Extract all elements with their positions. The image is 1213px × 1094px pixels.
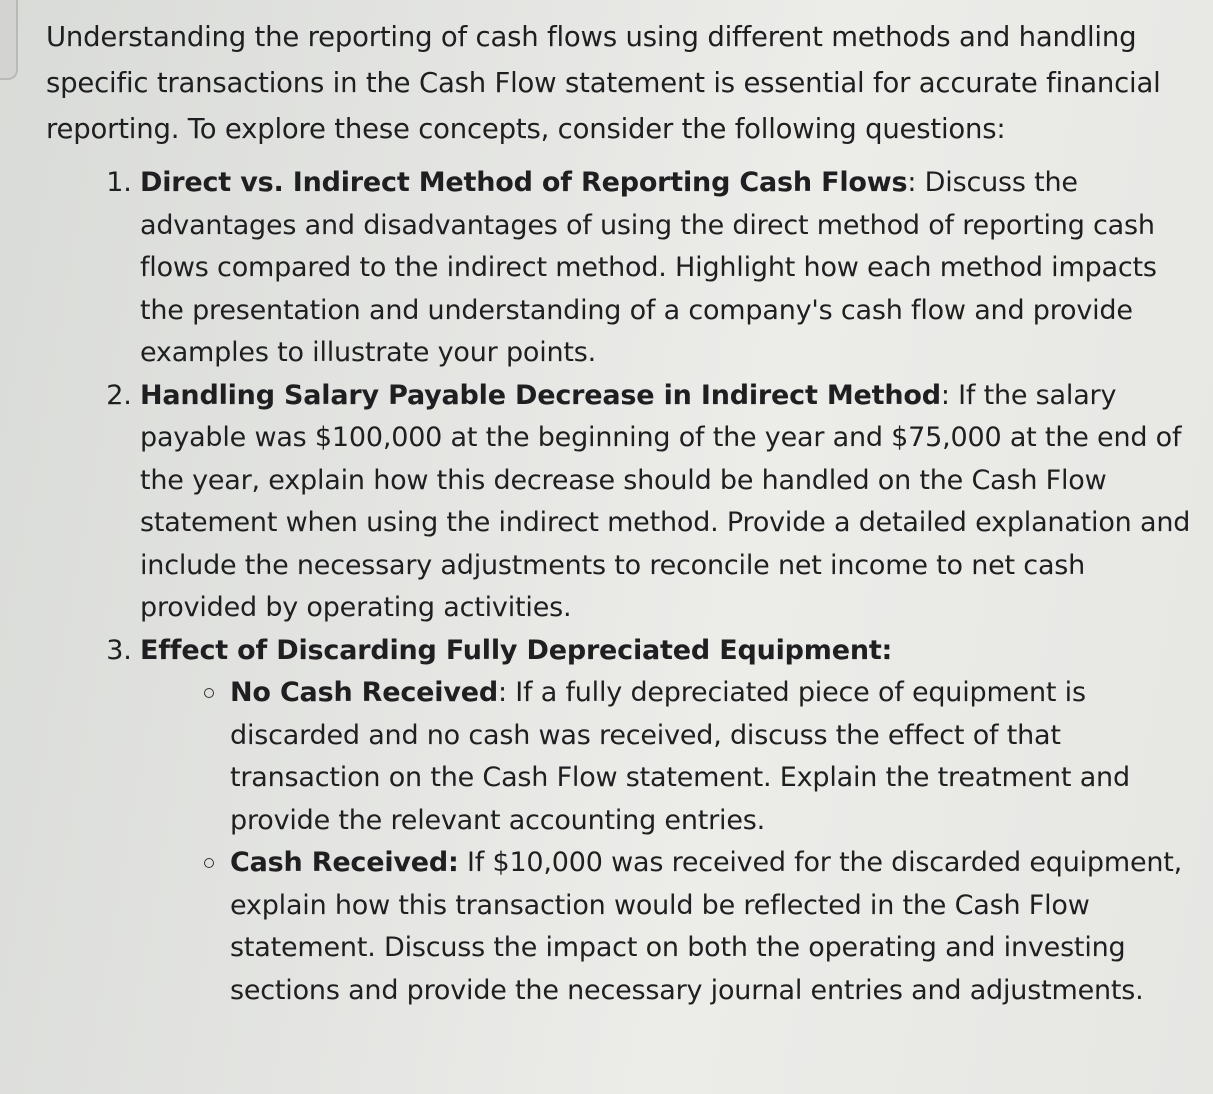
question-item-2 <box>140 375 1196 630</box>
subitem-1-title: No Cash Received <box>230 677 498 708</box>
question-item-3 <box>140 630 1196 1013</box>
question-item-1 <box>140 162 1196 375</box>
hollow-circle-bullet-icon <box>204 858 214 868</box>
subitem-1-body: : If a fully depreciated piece of equipment is discarded and no cash was received, discuss the effect of that transaction on the Cash Flow statement. Explain the treatment and provide the relevant accounting entries. <box>230 677 1130 836</box>
question-3-subitems <box>140 672 1196 1012</box>
subitem-2-title: Cash Received: <box>230 847 459 878</box>
page-edge-mark <box>0 0 18 80</box>
intro-paragraph: Understanding the reporting of cash flows using different methods and handling specific transactions in the Cash Flow statement is essential for accurate financial reporting. To explore these concepts, consider the following questions: <box>46 21 1161 145</box>
question-1-title: Direct vs. Indirect Method of Reporting Cash Flows <box>140 167 908 198</box>
subitem-no-cash-received <box>230 672 1196 842</box>
questions-list <box>46 162 1196 1012</box>
question-3-title: Effect of Discarding Fully Depreciated Equipment: <box>140 634 893 666</box>
document-page <box>46 14 1196 1012</box>
question-2-title: Handling Salary Payable Decrease in Indirect Method <box>140 379 941 411</box>
question-2-body: : If the salary payable was $100,000 at the beginning of the year and $75,000 at the end of the year, explain how this decrease should be handled on the Cash Flow statement when using the indirect method. Provide a detailed explanation and include the necessary adjustments to reconcile net income to net cash provided by operating activities. <box>140 379 1191 623</box>
question-1-body: : Discuss the advantages and disadvantages of using the direct method of reporting cash flows compared to the indirect method. Highlight how each method impacts the presentation and understanding of a company's cash flow and provide examples to illustrate your points. <box>140 167 1157 368</box>
hollow-circle-bullet-icon <box>204 688 214 698</box>
subitem-2-body: If $10,000 was received for the discarded equipment, explain how this transaction would be reflected in the Cash Flow statement. Discuss the impact on both the operating and investing sections and provide the necessary journal entries and adjustments. <box>230 847 1183 1006</box>
subitem-cash-received <box>230 842 1196 1012</box>
